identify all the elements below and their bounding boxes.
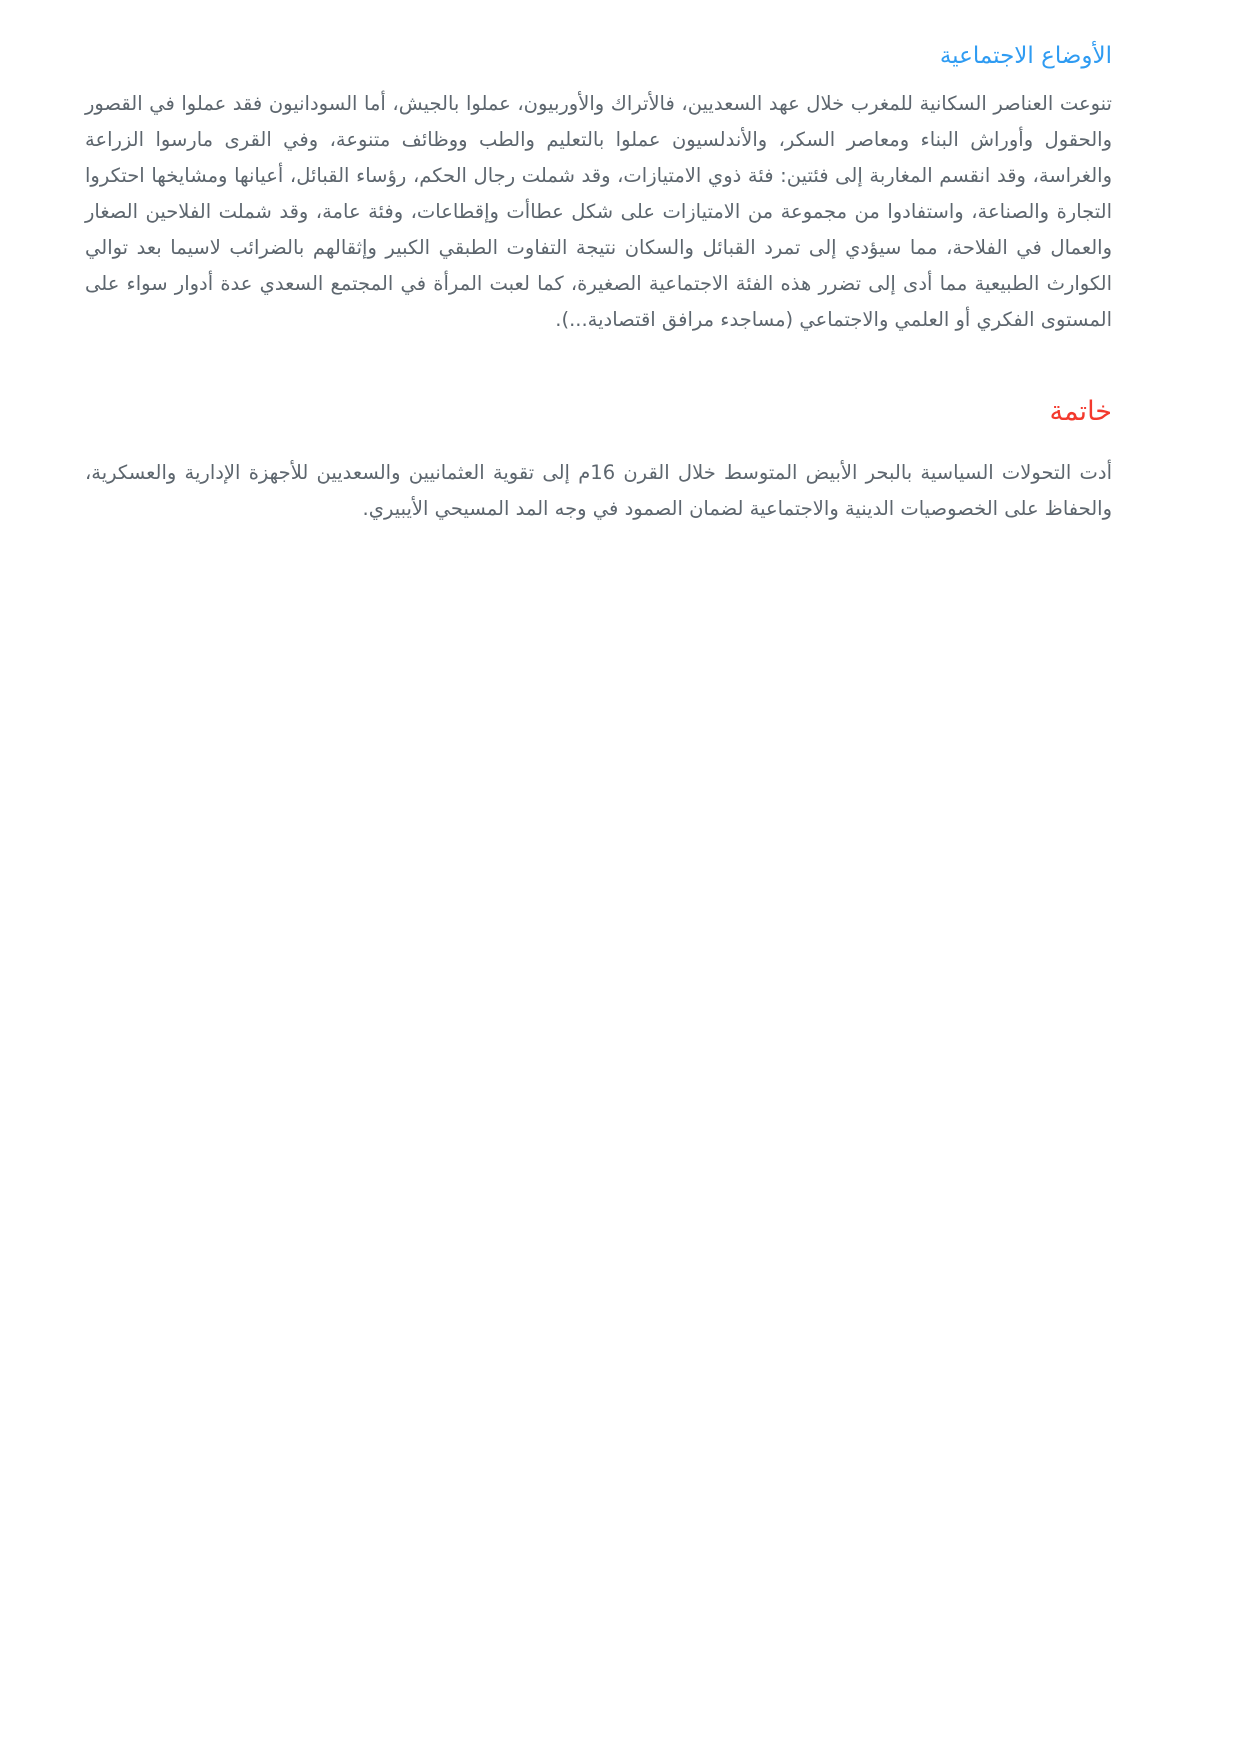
section-heading-conclusion: خاتمة <box>1049 395 1112 427</box>
paragraph-conclusion: أدت التحولات السياسية بالبحر الأبيض المتوسط خلال القرن 16م إلى تقوية العثمانيين والسعديين للأجهزة الإدارية والعسكرية، والحفاظ على الخصوصيات الدينية والاجتماعية لضمان الصمود في وجه المد المسيحي الأيبيري. <box>85 460 1113 520</box>
section-heading-social-conditions: الأوضاع الاجتماعية <box>939 43 1112 69</box>
paragraph-social-conditions: تنوعت العناصر السكانية للمغرب خلال عهد السعديين، فالأتراك والأوربيون، عملوا بالجيش، أما السودانيون فقد عملوا في القصور والحقول وأوراش البناء ومعاصر السكر، والأندلسيون عملوا بالتعليم والطب ووظائف متنوعة، وفي القرى مارسوا الزراعة والغراسة، وقد انقسم المغاربة إلى فئتين: فئة ذوي الامتيازات، وقد شملت رجال الحكم، رؤساء القبائل، أعيانها ومشايخها احتكروا التجارة والصناعة، واستفادوا من مجموعة من الامتيازات على شكل عطاأت وإقطاعات، وفئة عامة، وقد شملت الفلاحين الصغار والعمال في الفلاحة، مما سيؤدي إلى تمرد القبائل والسكان نتيجة التفاوت الطبقي الكبير وإثقالهم بالضرائب لاسيما بعد توالي الكوارث الطبيعية مما أدى إلى تضرر هذه الفئة الاجتماعية الصغيرة، كما لعبت المرأة في المجتمع السعدي عدة أدوار سواء على المستوى الفكري أو العلمي والاجتماعي (مساجدء مرافق اقتصادية...). <box>85 91 1112 331</box>
